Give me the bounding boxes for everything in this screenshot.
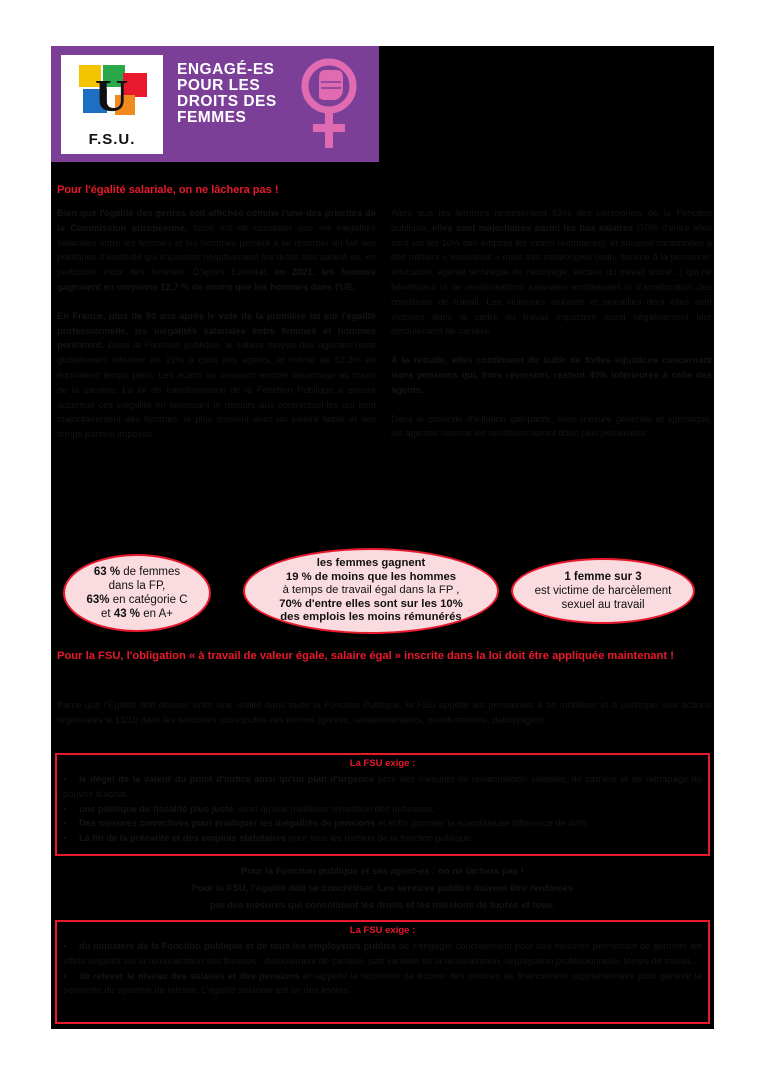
demand-item: ▪ du ministère de la Fonction publique et de tous les employeurs publics de s'engager concrètement pour des mesures permettant de gommer les effets négatifs sur la rémunération des femmes : déroulement de carrière, part variable de la rémunération, ségrégation professionnelle, temps de travail... (63, 941, 702, 966)
bubble-line: et 43 % en A+ (101, 608, 173, 620)
bubble-line: dans la FP, (108, 580, 166, 592)
bullet-icon: ▪ (63, 803, 67, 814)
slogan (177, 62, 295, 126)
demands-box-1 (55, 753, 710, 856)
demand-item: ▪ le dégel de la valeur du point d'indice ainsi qu'un plan d'urgence pour des mesures de revalorisation salariale, de carrière et de rattrapage du pouvoir d'achat, (63, 774, 702, 799)
demands-box-2 (55, 920, 710, 1024)
closing-statement (51, 863, 714, 914)
demands-list (57, 939, 708, 998)
bubble-line: sexuel au travail (561, 599, 645, 611)
headline-line: Le 13 octobre, (498, 52, 597, 68)
bubble-line: 1 femme sur 3 (564, 571, 642, 583)
headline (381, 52, 714, 153)
right-column (391, 206, 712, 455)
header-banner (51, 46, 379, 162)
closing-line: Pour la Fonction publique et ses agent-es : on ne lâchera pas ! (241, 866, 524, 877)
logo-text: F.S.U. (88, 131, 136, 148)
bubble-line: les femmes gagnent (316, 557, 426, 570)
right-paragraph-1: Alors que les femmes représentent 63% des personnels de la Fonction publique, elles sont majoritaires parmi les bas salaires (70% d'entre elles sont sur les 10% des emplois les moins rémunérés), et souvent cantonnées à des métiers « essentiels » mais très stéréotypés (soin, service à la personne, éducation, agente technique de nettoyage, secteur du travail social...) qui ne bénéficient ni de revalorisations salariales ambitieuses ni d'amélioration des conditions de travail. Les violences sexistes et sexuelles dont elles sont victimes dans le cadre du travail impactent aussi négativement leur déroulement de carrière. (391, 208, 713, 337)
section-title-equality: Pour l'égalité salariale, on ne lâchera pas ! (57, 184, 279, 196)
left-paragraph-2: En France, plus de 50 ans après le vote de la première loi sur l'égalité professionnelle, les inégalités salariales entre femmes et hommes persistent. Dans la Fonction publique, le salaire moyen des agentes reste globalement inférieur de 19% à celui des agents, et même de 12,3% en équivalent temps plein. Les écarts se creusent encore davantage au cours de la carrière. La loi de transformation de la Fonction Publique a encore accentué ces inégalité en favorisant le recours aux contractuel·les qui sont majoritairement des femmes, le plus souvent avec un salaire faible et des temps partiels imposés. (57, 310, 376, 440)
bubble-line: des emplois les moins rémunérés (280, 611, 462, 624)
headline-line: mobilisons-nous contre l'austérité, (427, 102, 668, 119)
bubble-line: 63 % de femmes (93, 566, 181, 578)
right-paragraph-2: À la retraite, elles continuent de subir de fortes injustices concernant leurs pensions qui, hors réversion, restent 40% inférieures à celle des agents. (391, 355, 712, 395)
bullet-icon: ▪ (63, 774, 67, 784)
logo-letter: U (95, 70, 129, 121)
slogan-line: FEMMES (177, 109, 247, 126)
bubble-line: à temps de travail égal dans la FP , (282, 584, 460, 597)
headline-line: et l'égalité femmes-hommes ! (446, 135, 649, 152)
stat-bubble-pay-gap (243, 548, 499, 634)
right-paragraph-3: Dans le contexte d'inflation galopante, sans mesure générale et spécifique, les agentes comme les retraitées seront donc plus pénalisées. (391, 413, 712, 439)
fsu-logo (61, 55, 163, 154)
headline-line: pour les salaires (490, 119, 605, 136)
demand-item: ▪ de relever le niveau des salaires et des pensions et rappelle la nécessité de trouver des sources de financement supplémentaire pour garantir la pérennité du système de retraite. L'égalité salariale est un des leviers. (63, 970, 702, 996)
left-paragraph-1: Bien que l'égalité des genres soit affichée comme l'une des priorités de la Commission européenne, force est de constater que les inégalités salariales entre les femmes et les hommes peinent à se résorber du fait des politiques d'austérité qui impactent négativement les droits des salarié-es, en particulier ceux des femmes. D'après Eurostat, en 2021, les femmes gagnaient en moyenne 12,7 % de moins que les hommes dans l'UE. (57, 208, 376, 292)
demand-item: ▪ une politique de fiscalité plus juste, ainsi qu'une meilleure répartition des richesses, (63, 802, 702, 817)
headline-line: à l'appel de l'intersyndicale nationale, (417, 68, 678, 85)
slogan-line: ENGAGÉ-ES (177, 61, 275, 78)
demands-list (57, 772, 708, 846)
flyer-page (51, 46, 714, 1029)
bubble-line: 63% en catégorie C (86, 594, 188, 606)
box-title: La FSU exige : (349, 758, 416, 769)
mobilisation-paragraph: Parce que l'Égalité doit devenir enfin une réalité dans toute la Fonction Publique, la FSU appelle les personnels à se mobiliser et à participer aux actions organisées le 13/10 dans les territoires sous toutes ces formes (grèves, rassemblements, manifestations, débrayages). (57, 700, 711, 725)
stat-bubble-harassment (511, 558, 695, 624)
bubble-line: est victime de harcèlement (534, 585, 672, 597)
closing-line: par des mesures qui consolident les droits et les missions de toutes et tous. (209, 900, 556, 911)
bubble-line: 70% d'entre elles sont sur les 10% (279, 597, 463, 610)
slogan-line: DROITS DES (177, 93, 277, 110)
bullet-icon: ▪ (63, 970, 67, 981)
headline-line: en France et en Europe, (465, 85, 630, 102)
box-title: La FSU exige : (349, 925, 416, 936)
slogan-line: POUR LES (177, 77, 261, 94)
bullet-icon: ▪ (63, 941, 67, 951)
demand-item: ▪ La fin de la précarité et des emplois statutaires pour tous les métiers de la fonction publique. (63, 831, 702, 846)
stat-bubble-share (63, 554, 211, 632)
feminist-fist-icon (293, 54, 365, 154)
left-column (57, 206, 376, 456)
bubble-line: 19 % de moins que les hommes (285, 570, 457, 583)
section-title-obligation: Pour la FSU, l'obligation « à travail de valeur égale, salaire égal » inscrite dans la loi doit être appliquée maintenant ! (57, 650, 674, 662)
demand-item: ▪ Des mesures correctives pour éradiquer les inégalités de pensions et enfin gommer la scandaleuse différence de 40%. (63, 816, 702, 831)
bullet-icon: ▪ (63, 833, 67, 844)
bullet-icon: ▪ (63, 818, 67, 829)
closing-line: Pour la FSU, l'égalité doit se concrétiser. Les services publics doivent être renforcés (191, 883, 574, 894)
